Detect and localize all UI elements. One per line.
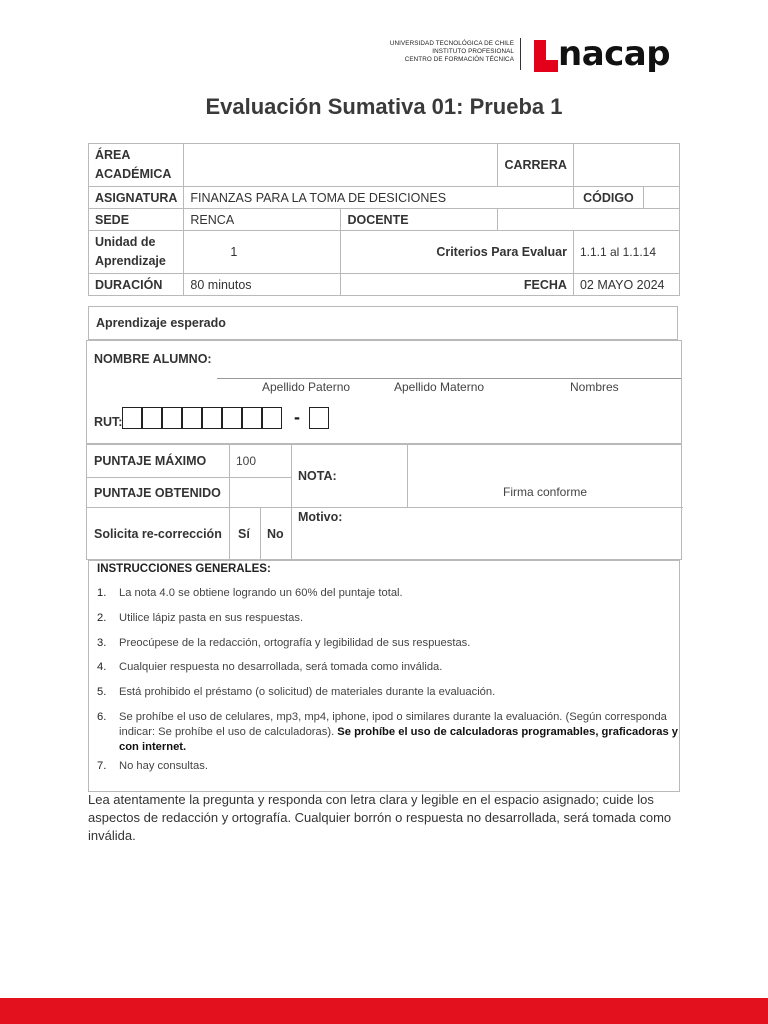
rut-digit-box[interactable] xyxy=(142,407,162,429)
unidad-label: Unidad de Aprendizaje xyxy=(89,231,184,274)
apellido-materno-caption: Apellido Materno xyxy=(394,380,485,394)
motivo-label: Motivo: xyxy=(298,510,343,524)
firma-field[interactable] xyxy=(408,445,683,507)
institution-line-1: UNIVERSIDAD TECNOLÓGICA DE CHILE xyxy=(389,40,514,47)
instruction-item xyxy=(97,636,675,651)
instruction-item xyxy=(97,710,679,758)
instruction-text: La nota 4.0 se obtiene logrando un 60% del puntaje total. xyxy=(119,587,403,599)
student-box xyxy=(86,340,682,444)
carrera-value-field[interactable] xyxy=(573,144,679,187)
inacap-logo xyxy=(534,34,674,80)
firma-label: Firma conforme xyxy=(503,485,588,499)
puntaje-maximo-label: PUNTAJE MÁXIMO xyxy=(94,454,207,468)
criterios-label: Criterios Para Evaluar xyxy=(341,231,574,274)
instruction-text-bold: Se prohíbe el uso de calculadoras programables, graficadoras y con internet. xyxy=(119,726,679,753)
instruction-text xyxy=(119,710,679,755)
puntaje-obtenido-field[interactable] xyxy=(230,478,291,507)
instruction-text-regular: Se prohíbe el uso de celulares, mp3, mp4, iphone, ipod o similares durante la evaluación. (Según corresponda indicar: Se prohíbe el uso de calculadoras). xyxy=(119,711,667,738)
duracion-value: 80 minutos xyxy=(184,274,341,296)
rut-dash: - xyxy=(294,407,300,427)
unidad-value: 1 xyxy=(184,231,341,274)
instructions-box xyxy=(88,560,680,792)
fecha-label: FECHA xyxy=(341,274,574,296)
instruction-number: 3. xyxy=(97,637,107,649)
area-value-field[interactable] xyxy=(184,144,498,187)
instruction-text: Cualquier respuesta no desarrollada, será tomada como inválida. xyxy=(119,661,443,673)
institution-line-3: CENTRO DE FORMACIÓN TÉCNICA xyxy=(404,56,514,64)
reading-instructions: Lea atentamente la pregunta y responda con letra clara y legible en el espacio asignado; cuide los aspectos de redacción y ortografía. Cualquier borrón o respuesta no desarrollada, será tomada como inválida. xyxy=(88,792,672,843)
instruction-item xyxy=(97,685,675,700)
nota-label: NOTA: xyxy=(298,469,337,483)
rut-digit-box[interactable] xyxy=(182,407,202,429)
instruction-text: No hay consultas. xyxy=(119,760,208,772)
instruction-number: 4. xyxy=(97,661,107,673)
rut-digit-box[interactable] xyxy=(222,407,242,429)
name-line[interactable] xyxy=(217,378,681,379)
rut-label: RUT: xyxy=(94,415,123,429)
docente-label: DOCENTE xyxy=(341,209,498,231)
instruction-text: Está prohibido el préstamo (o solicitud) de materiales durante la evaluación. xyxy=(119,686,496,698)
no-option[interactable]: No xyxy=(267,527,284,541)
institution-logo xyxy=(372,36,672,80)
logo-text: nacap xyxy=(558,34,671,74)
rut-digit-box[interactable] xyxy=(122,407,142,429)
puntaje-obtenido-label: PUNTAJE OBTENIDO xyxy=(94,486,221,500)
carrera-label: CARRERA xyxy=(498,144,574,187)
rut-digit-box[interactable] xyxy=(202,407,222,429)
sede-value: RENCA xyxy=(184,209,341,231)
duracion-label: DURACIÓN xyxy=(89,274,184,296)
course-info-table xyxy=(88,143,680,296)
sede-label: SEDE xyxy=(89,209,184,231)
instructions-title: INSTRUCCIONES GENERALES: xyxy=(97,563,271,575)
instruction-number: 5. xyxy=(97,686,107,698)
rut-digit-box[interactable] xyxy=(262,407,282,429)
apellido-paterno-caption: Apellido Paterno xyxy=(262,380,351,394)
instruction-item xyxy=(97,759,675,774)
rut-input-group[interactable] xyxy=(122,407,362,431)
instruction-text: Preocúpese de la redacción, ortografía y legibilidad de sus respuestas. xyxy=(119,637,471,649)
codigo-value-field[interactable] xyxy=(643,187,679,209)
instruction-item xyxy=(97,611,675,626)
logo-red-mark-base xyxy=(534,60,558,72)
scores-box xyxy=(86,444,682,560)
codigo-label: CÓDIGO xyxy=(573,187,643,209)
rut-digit-box[interactable] xyxy=(162,407,182,429)
rut-digit-box[interactable] xyxy=(242,407,262,429)
asignatura-value: FINANZAS PARA LA TOMA DE DESICIONES xyxy=(184,187,574,209)
institution-line-2: INSTITUTO PROFESIONAL xyxy=(432,48,514,56)
instruction-item xyxy=(97,660,675,675)
si-option[interactable]: Sí xyxy=(238,527,250,541)
rut-verifier-box[interactable] xyxy=(309,407,329,429)
aprendizaje-label: Aprendizaje esperado xyxy=(96,316,226,330)
instruction-number: 2. xyxy=(97,612,107,624)
instruction-number: 7. xyxy=(97,760,107,772)
docente-value-field[interactable] xyxy=(498,209,680,231)
motivo-field[interactable] xyxy=(292,523,682,559)
logo-divider xyxy=(520,38,521,70)
nombres-caption: Nombres xyxy=(570,380,619,394)
fecha-value: 02 MAYO 2024 xyxy=(573,274,679,296)
recorreccion-label: Solicita re-corrección xyxy=(94,527,222,541)
instruction-item xyxy=(97,586,675,601)
page-title: Evaluación Sumativa 01: Prueba 1 xyxy=(205,94,563,119)
nota-field[interactable] xyxy=(349,450,404,502)
criterios-value: 1.1.1 al 1.1.14 xyxy=(573,231,679,274)
asignatura-label: ASIGNATURA xyxy=(89,187,184,209)
instruction-number: 6. xyxy=(97,711,107,723)
puntaje-maximo-value: 100 xyxy=(236,454,257,468)
area-label: ÁREA ACADÉMICA xyxy=(89,144,184,187)
nombre-alumno-label: NOMBRE ALUMNO: xyxy=(94,352,212,366)
aprendizaje-box xyxy=(88,306,678,340)
instruction-number: 1. xyxy=(97,587,107,599)
instruction-text: Utilice lápiz pasta en sus respuestas. xyxy=(119,612,304,624)
bottom-brand-bar xyxy=(0,998,768,1024)
institution-lines xyxy=(372,40,514,65)
